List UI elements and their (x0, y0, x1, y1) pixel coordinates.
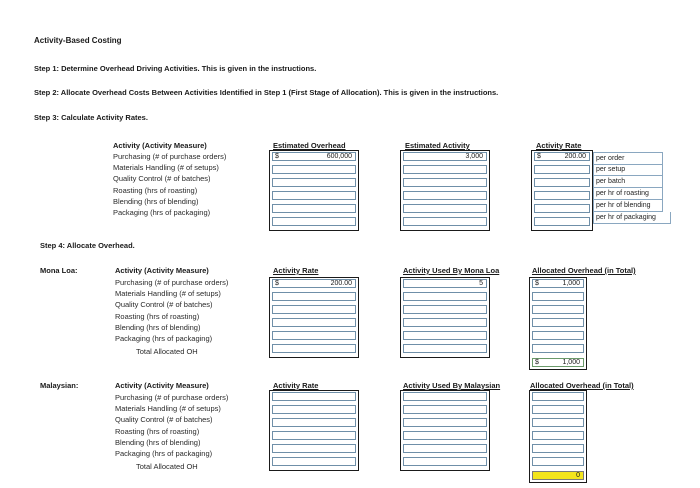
step3-activity-label: Roasting (hrs of roasting) (113, 186, 198, 195)
rate-unit-label: per setup (593, 164, 663, 176)
malaysian-alloc-input[interactable] (532, 444, 584, 453)
rate-unit-label: per hr of packaging (593, 212, 671, 224)
malaysian-used-input[interactable] (403, 431, 487, 440)
malaysian-activity-label: Packaging (hrs of packaging) (115, 449, 213, 458)
malaysian-col-rate: Activity Rate (273, 381, 319, 390)
malaysian-alloc-input[interactable] (532, 431, 584, 440)
mona-total-label: Total Allocated OH (136, 347, 198, 356)
activity-input-row[interactable] (403, 204, 487, 213)
step3-rate-box (531, 150, 593, 231)
malaysian-col-alloc: Allocated Overhead (in Total) (530, 381, 634, 390)
rate-unit-label: per batch (593, 176, 663, 188)
overhead-input-row[interactable] (272, 204, 356, 213)
overhead-input-row[interactable] (272, 165, 356, 174)
rate-input-row[interactable]: $ 200.00 (534, 152, 590, 161)
rate-unit-label: per hr of blending (593, 200, 663, 212)
mona-alloc-input[interactable]: $ 1,000 (532, 279, 584, 288)
malaysian-rate-input[interactable] (272, 418, 356, 427)
malaysian-total-allocated: 0 (532, 471, 584, 480)
malaysian-activity-label: Roasting (hrs of roasting) (115, 427, 200, 436)
rate-unit-label: per hr of roasting (593, 188, 663, 200)
mona-alloc-input[interactable] (532, 305, 584, 314)
mona-col-rate: Activity Rate (273, 266, 319, 275)
activity-input-row[interactable]: 3,000 (403, 152, 487, 161)
malaysian-rate-input[interactable] (272, 444, 356, 453)
malaysian-rate-input[interactable] (272, 392, 356, 401)
step3-activity-label: Quality Control (# of batches) (113, 174, 211, 183)
mona-loa-label: Mona Loa: (40, 266, 78, 275)
step2-text: Step 2: Allocate Overhead Costs Between Activities Identified in Step 1 (First Stage of Allocation). This is given in the instructions. (34, 88, 499, 97)
step3-col-rate: Activity Rate (536, 141, 582, 150)
step3-activity-label: Blending (hrs of blending) (113, 197, 199, 206)
mona-alloc-input[interactable] (532, 331, 584, 340)
rate-input-row[interactable] (534, 204, 590, 213)
rate-input-row[interactable] (534, 178, 590, 187)
mona-rate-input[interactable] (272, 331, 356, 340)
mona-activity-label: Packaging (hrs of packaging) (115, 334, 213, 343)
mona-total-allocated: $ 1,000 (532, 358, 584, 367)
mona-activity-label: Roasting (hrs of roasting) (115, 312, 200, 321)
mona-alloc-input[interactable] (532, 318, 584, 327)
mona-alloc-box (529, 277, 587, 370)
activity-input-row[interactable] (403, 165, 487, 174)
mona-used-input[interactable]: 5 (403, 279, 487, 288)
activity-input-row[interactable] (403, 178, 487, 187)
overhead-input-row[interactable] (272, 217, 356, 226)
mona-activity-label: Quality Control (# of batches) (115, 300, 213, 309)
malaysian-alloc-input[interactable] (532, 405, 584, 414)
malaysian-alloc-input[interactable] (532, 457, 584, 466)
page-title: Activity-Based Costing (34, 36, 122, 45)
step3-overhead-box (269, 150, 359, 231)
malaysian-alloc-input[interactable] (532, 392, 584, 401)
mona-alloc-input[interactable] (532, 344, 584, 353)
overhead-input-row[interactable] (272, 178, 356, 187)
malaysian-rate-input[interactable] (272, 405, 356, 414)
rate-unit-label: per order (593, 152, 663, 165)
malaysian-alloc-box (529, 390, 587, 483)
mona-rate-input[interactable] (272, 292, 356, 301)
malaysian-used-input[interactable] (403, 444, 487, 453)
mona-rate-input[interactable] (272, 318, 356, 327)
mona-rate-input[interactable] (272, 344, 356, 353)
overhead-input-row[interactable] (272, 191, 356, 200)
mona-activity-label: Purchasing (# of purchase orders) (115, 278, 229, 287)
step3-activity-label: Packaging (hrs of packaging) (113, 208, 211, 217)
rate-input-row[interactable] (534, 191, 590, 200)
overhead-input-row[interactable]: $ 600,000 (272, 152, 356, 161)
step3-heading: Step 3: Calculate Activity Rates. (34, 113, 148, 122)
malaysian-label: Malaysian: (40, 381, 79, 390)
activity-input-row[interactable] (403, 217, 487, 226)
mona-used-input[interactable] (403, 344, 487, 353)
rate-input-row[interactable] (534, 217, 590, 226)
mona-col-activity: Activity (Activity Measure) (115, 266, 209, 275)
activity-input-row[interactable] (403, 191, 487, 200)
step3-col-overhead: Estimated Overhead (273, 141, 346, 150)
mona-rate-box (269, 277, 359, 358)
malaysian-rate-input[interactable] (272, 431, 356, 440)
malaysian-used-input[interactable] (403, 418, 487, 427)
step1-text: Step 1: Determine Overhead Driving Activities. This is given in the instructions. (34, 64, 317, 73)
step3-col-activity-est: Estimated Activity (405, 141, 470, 150)
malaysian-activity-label: Quality Control (# of batches) (115, 415, 213, 424)
malaysian-activity-label: Materials Handling (# of setups) (115, 404, 221, 413)
malaysian-used-input[interactable] (403, 457, 487, 466)
malaysian-alloc-input[interactable] (532, 418, 584, 427)
mona-used-input[interactable] (403, 292, 487, 301)
mona-used-input[interactable] (403, 318, 487, 327)
malaysian-used-input[interactable] (403, 405, 487, 414)
mona-col-alloc: Allocated Overhead (in Total) (532, 266, 636, 275)
mona-rate-input[interactable] (272, 305, 356, 314)
mona-rate-input[interactable]: $ 200.00 (272, 279, 356, 288)
malaysian-activity-label: Purchasing (# of purchase orders) (115, 393, 229, 402)
mona-activity-label: Materials Handling (# of setups) (115, 289, 221, 298)
malaysian-used-box (400, 390, 490, 471)
mona-alloc-input[interactable] (532, 292, 584, 301)
mona-used-box (400, 277, 490, 358)
mona-activity-label: Blending (hrs of blending) (115, 323, 201, 332)
malaysian-activity-label: Blending (hrs of blending) (115, 438, 201, 447)
step3-activity-label: Materials Handling (# of setups) (113, 163, 219, 172)
mona-col-used: Activity Used By Mona Loa (403, 266, 500, 275)
mona-used-input[interactable] (403, 331, 487, 340)
step4-heading: Step 4: Allocate Overhead. (40, 241, 135, 250)
malaysian-col-used: Activity Used By Malaysian (403, 381, 501, 390)
malaysian-col-activity: Activity (Activity Measure) (115, 381, 209, 390)
malaysian-rate-input[interactable] (272, 457, 356, 466)
step3-col-activity: Activity (Activity Measure) (113, 141, 207, 150)
malaysian-used-input[interactable] (403, 392, 487, 401)
rate-input-row[interactable] (534, 165, 590, 174)
malaysian-rate-box (269, 390, 359, 471)
step3-activity-label: Purchasing (# of purchase orders) (113, 152, 227, 161)
malaysian-total-label: Total Allocated OH (136, 462, 198, 471)
step3-activity-box (400, 150, 490, 231)
mona-used-input[interactable] (403, 305, 487, 314)
